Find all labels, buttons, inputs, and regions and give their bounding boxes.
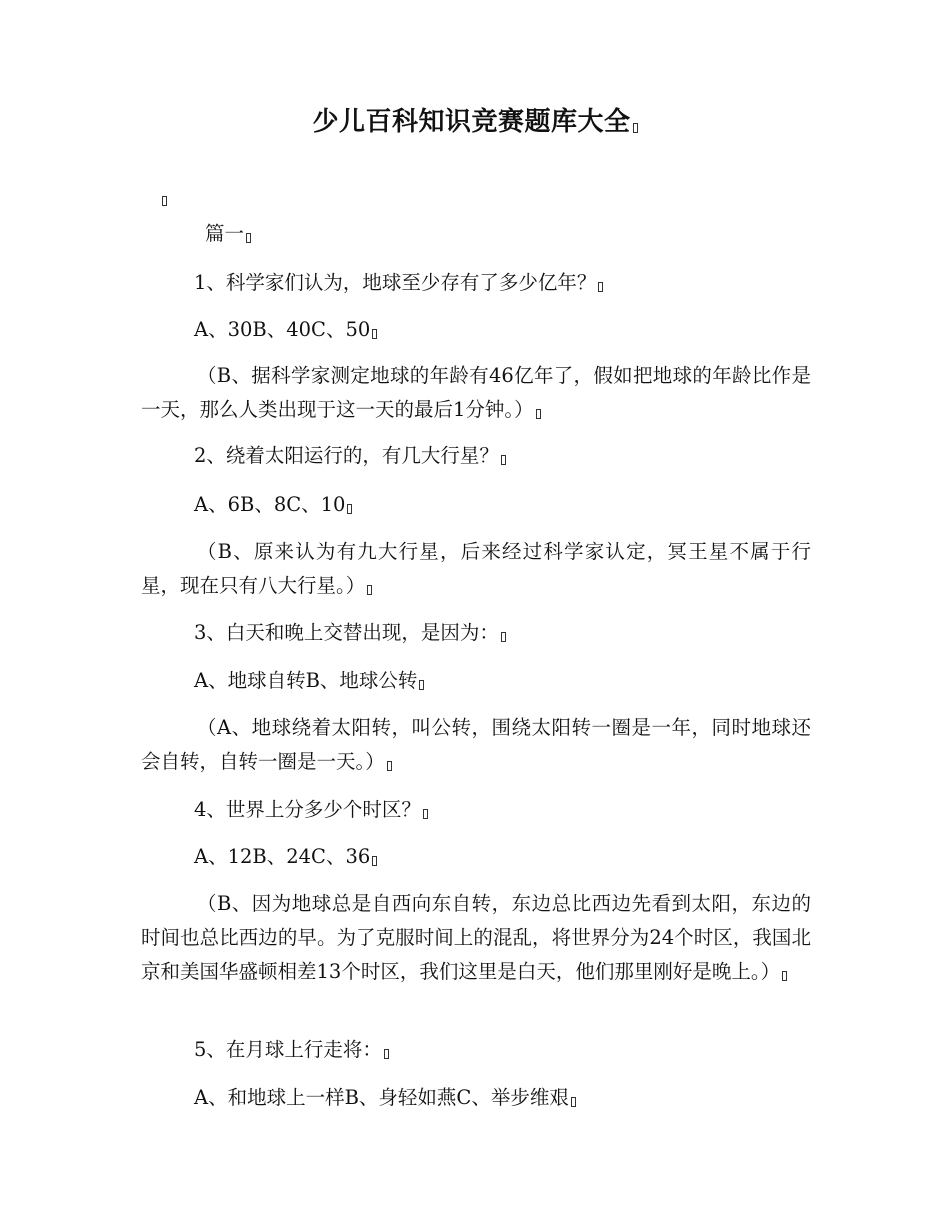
question-2-options: A、6B、8C、10 [194, 488, 352, 522]
paragraph-mark-icon [782, 971, 787, 981]
paragraph-mark-icon [633, 123, 638, 133]
question-4-answer: （B、因为地球总是自西向东自转，东边总比西边先看到太阳，东边的时间也总比西边的早。为了克服时间上的混乱，将世界分为24个时区，我国北京和美国华盛顿相差13个时区，我们这里是白天，他们那里刚好是晚上。） [141, 892, 811, 983]
section-heading: 篇一 [205, 217, 251, 251]
question-1-answer: （B、据科学家测定地球的年龄有46亿年了，假如把地球的年龄比作是一天，那么人类出现于这一天的最后1分钟。） [141, 364, 811, 421]
question-5: 5、在月球上行走将： [194, 1033, 389, 1067]
paragraph-mark-icon [419, 680, 424, 690]
question-2: 2、绕着太阳运行的，有几大行星？ [194, 439, 506, 473]
question-3-answer: （A、地球绕着太阳转，叫公转，围绕太阳转一圈是一年，同时地球还会自转，自转一圈是一天。） [141, 716, 811, 773]
question-2-answer: （B、原来认为有九大行星，后来经过科学家认定，冥王星不属于行星，现在只有八大行星。） [141, 540, 811, 597]
paragraph-mark-icon [598, 282, 603, 292]
paragraph-mark-icon [501, 455, 506, 465]
paragraph-mark-icon [536, 409, 541, 419]
question-4: 4、世界上分多少个时区？ [194, 793, 428, 827]
question-4-options: A、12B、24C、36 [194, 840, 377, 874]
paragraph-mark-icon [246, 233, 251, 243]
question-3: 3、白天和晚上交替出现，是因为： [194, 616, 506, 650]
question-5-options: A、和地球上一样B、身轻如燕C、举步维艰 [194, 1081, 576, 1115]
paragraph-mark-icon [367, 585, 372, 595]
document-title: 少儿百科知识竞赛题库大全 [0, 104, 950, 140]
paragraph-mark-icon [501, 632, 506, 642]
empty-paragraph [160, 180, 167, 214]
paragraph-mark-icon [384, 1049, 389, 1059]
question-3-options: A、地球自转B、地球公转 [194, 664, 424, 698]
paragraph-mark-icon [372, 329, 377, 339]
question-1: 1、科学家们认为，地球至少存有了多少亿年？ [194, 266, 603, 300]
paragraph-mark-icon [162, 196, 167, 206]
paragraph-mark-icon [387, 761, 392, 771]
paragraph-mark-icon [347, 504, 352, 514]
question-1-options: A、30B、40C、50 [194, 313, 377, 347]
paragraph-mark-icon [571, 1097, 576, 1107]
paragraph-mark-icon [372, 856, 377, 866]
paragraph-mark-icon [423, 809, 428, 819]
